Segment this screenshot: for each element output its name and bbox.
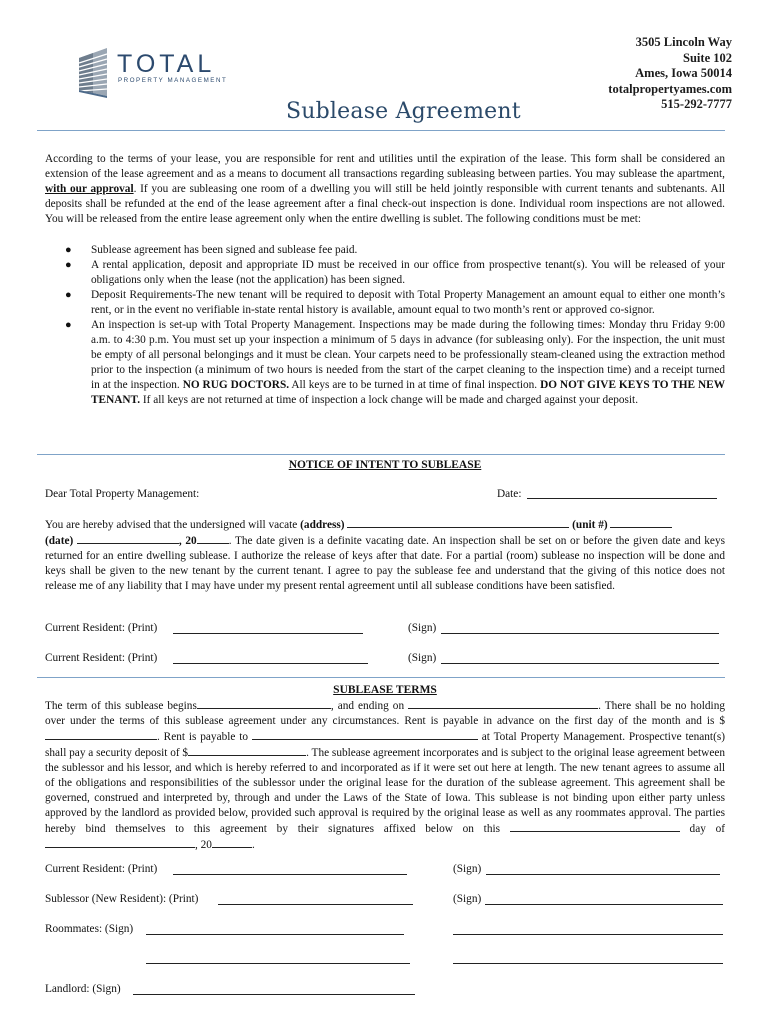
security-deposit-field[interactable]	[188, 745, 306, 756]
intro-text-a: According to the terms of your lease, you are responsible for rent and utilities until the expiration of the lease. This form shall be considered an extension of the lease agreement and as a means to document all transactions regarding subleasing between parties. You may sublease the apartment,	[45, 153, 725, 180]
intro-text-b: . If you are subleasing one room of a dwelling you will still be held jointly responsible with current tenants and subtenants. All deposits shall be refunded at the end of the lease agreement after a final check-out inspection is done. Individual room inspections are not allowed. You will be released from the entire lease agreement only when the entire dwelling is sublet. The following conditions must be met:	[45, 183, 725, 225]
logo-wordmark: TOTAL	[117, 50, 216, 78]
resident-sign-label-2: (Sign)	[408, 652, 437, 664]
resident-sign-field-1[interactable]	[441, 633, 719, 634]
vacate-year-field[interactable]	[197, 533, 229, 544]
resident-print-label-2: Current Resident: (Print)	[45, 652, 158, 664]
landlord-sign-label: Landlord: (Sign)	[45, 983, 121, 995]
term-begin-field[interactable]	[197, 698, 331, 709]
document-title: Sublease Agreement	[286, 99, 521, 124]
header-divider	[37, 130, 725, 131]
rent-amount-field[interactable]	[45, 729, 157, 740]
building-logo-icon	[77, 46, 111, 98]
section-divider	[37, 454, 725, 455]
notice-paragraph: You are hereby advised that the undersigned will vacate (address) (unit #) (date) , 20 . The date given is a definite vacating date. An inspection shall be set on or before the given date and keys returned for an entire dwelling sublease. I authorize the release of keys after that date. For a partial (room) sublease no inspection will be done and keys shall be given to the new tenant by the current tenant. I agree to pay the sublease fee and understand that the giving of this notice does not release me of any liability that I may have under my present rental agreement until all sublease conditions have been satisfied.	[45, 519, 725, 592]
logo-subtitle: PROPERTY MANAGEMENT	[118, 77, 228, 84]
roommate-sign-field-1[interactable]	[146, 934, 404, 935]
roommates-sign-label: Roommates: (Sign)	[45, 923, 134, 935]
conditions-list	[63, 243, 725, 408]
sublessor-print-label: Sublessor (New Resident): (Print)	[45, 893, 199, 905]
address-phone: 515-292-7777	[661, 97, 732, 111]
current-resident-sign-field[interactable]	[486, 874, 720, 875]
current-resident-sign-label: (Sign)	[453, 863, 482, 875]
signing-day-field[interactable]	[510, 821, 680, 832]
resident-sign-field-2[interactable]	[441, 663, 719, 664]
roommate-sign-field-3[interactable]	[146, 963, 410, 964]
address-city: Ames, Iowa 50014	[635, 66, 732, 80]
list-item: ● A rental application, deposit and appropriate ID must be received in our office from prospective tenant(s). You will be released of your obligations only when the lease (not the application) has been signed.	[65, 259, 725, 286]
vacate-address-field[interactable]	[347, 517, 569, 528]
resident-print-field-1[interactable]	[173, 633, 363, 634]
resident-sign-label-1: (Sign)	[408, 622, 437, 634]
company-logo	[77, 46, 247, 98]
landlord-sign-field[interactable]	[133, 994, 415, 995]
notice-date-field[interactable]	[527, 498, 717, 499]
terms-heading: SUBLEASE TERMS	[333, 684, 437, 696]
sublessor-sign-label: (Sign)	[453, 893, 482, 905]
rent-payee-field[interactable]	[252, 729, 478, 740]
address-street: 3505 Lincoln Way	[635, 35, 732, 49]
sublessor-print-field[interactable]	[218, 904, 413, 905]
intro-paragraph	[45, 152, 725, 227]
signing-month-field[interactable]	[45, 837, 195, 848]
current-resident-print-field[interactable]	[173, 874, 407, 875]
intro-approval-emphasis: with our approval	[45, 183, 134, 195]
unit-number-field[interactable]	[610, 517, 672, 528]
roommate-sign-field-2[interactable]	[453, 934, 723, 935]
list-item: ● Sublease agreement has been signed and sublease fee paid.	[65, 244, 358, 256]
list-item: ● An inspection is set-up with Total Property Management. Inspections may be made during the following times: Monday thru Friday 9:00 a.m. to 4:30 p.m. You must set up your inspection a minimum of 5 days in advance (for subleasing only). For the inspection, the unit must be empty of all personal belongings and it must be clean. Your carpets need to be professionally steam-cleaned using the extraction method prior to the inspection (a minimum of two hours is needed from the start of the carpet cleaning to the inspection time) and a receipt turned in at the inspection. NO RUG DOCTORS. All keys are to be turned in at time of final inspection. DO NOT GIVE KEYS TO THE NEW TENANT. If all keys are not returned at time of inspection a lock change will be made and charged against your deposit.	[65, 319, 726, 406]
signing-year-field[interactable]	[212, 837, 252, 848]
current-resident-print-label: Current Resident: (Print)	[45, 863, 158, 875]
roommate-sign-field-4[interactable]	[453, 963, 723, 964]
list-item: ● Deposit Requirements-The new tenant will be required to deposit with Total Property Management an amount equal to either one month’s rent, or in the event no verifiable in-state rental history is available, amount equal to two month’s rent or approved co-signor.	[65, 289, 725, 316]
notice-heading: NOTICE OF INTENT TO SUBLEASE	[288, 459, 482, 471]
resident-print-field-2[interactable]	[173, 663, 368, 664]
notice-date-label: Date:	[497, 488, 522, 500]
company-address	[608, 35, 732, 113]
section-divider-2	[37, 677, 725, 678]
resident-print-label-1: Current Resident: (Print)	[45, 622, 158, 634]
sublessor-sign-field[interactable]	[485, 904, 723, 905]
address-suite: Suite 102	[683, 50, 732, 65]
vacate-date-field[interactable]	[77, 533, 179, 544]
dear-salutation: Dear Total Property Management:	[45, 488, 200, 500]
address-website: totalpropertyames.com	[608, 81, 732, 96]
term-end-field[interactable]	[408, 698, 598, 709]
terms-paragraph: The term of this sublease begins , and ending on . There shall be no holding over under the terms of this sublease agreement under any circumstances. Rent is payable in advance on the first day of the month and is $. Rent is payable to at Total Property Management. Prospective tenant(s) shall pay a security deposit of $ . The sublease agreement incorporates and is subject to the original lease agreement between the sublessor and his lessor, and which is hereby referred to and incorporated as if it were set out here at length. The new tenant agrees to assume all of the obligations and responsibilities of the sublessor under the original lease for the duration of the sublease agreement. This agreement shall be governed, construed and interpreted by, through and under the Laws of the State of Iowa. This sublease is not binding upon either party unless approved by the landlord as provided below, provided such approval is required by the original lease as well as any roommates approval. The parties hereby bind themselves to this agreement by their signatures affixed below on this day of , 20 .	[45, 700, 726, 851]
